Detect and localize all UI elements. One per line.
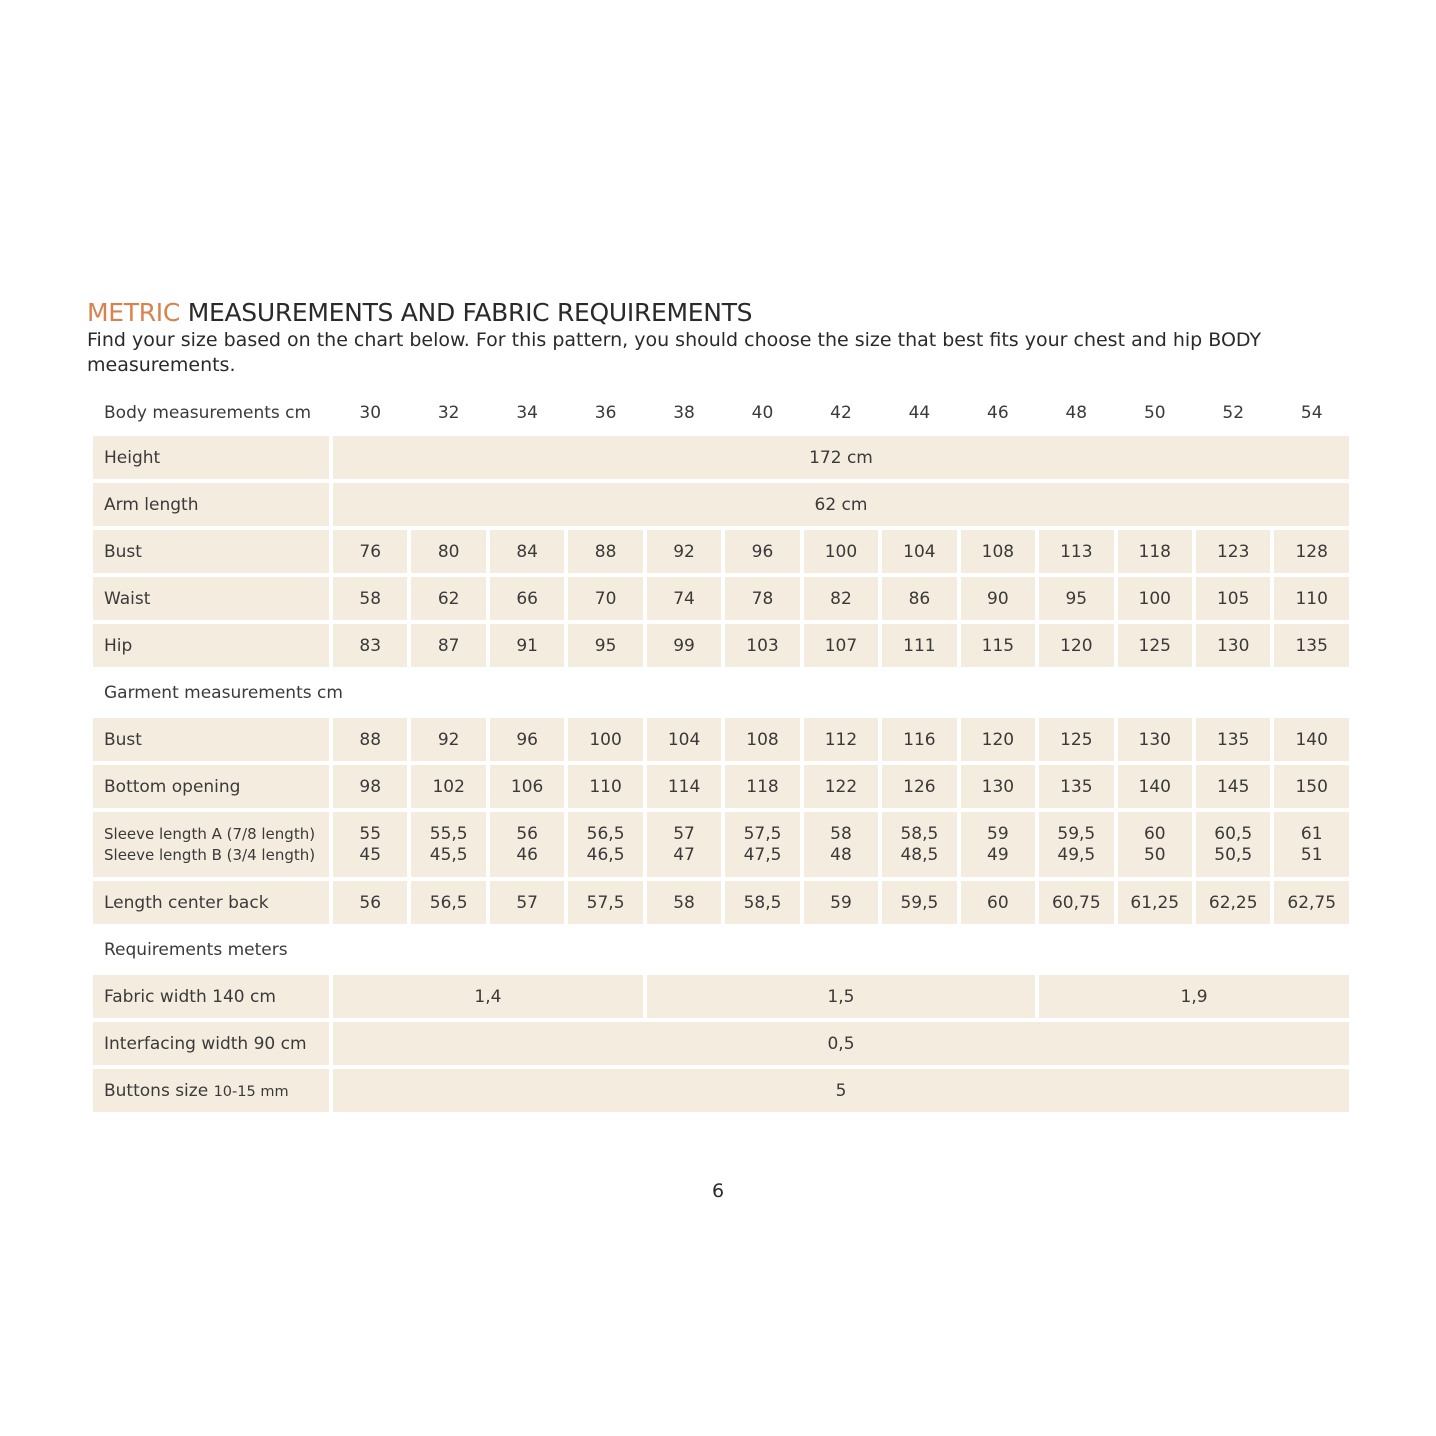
- requirements-header-row: [93, 928, 1349, 971]
- table-cell: 130: [1196, 624, 1270, 667]
- table-cell: 111: [882, 624, 956, 667]
- sleeve-value-b: 48: [830, 844, 852, 865]
- sleeve-label-b: Sleeve length B (3/4 length): [104, 845, 316, 864]
- page-title: [87, 298, 752, 327]
- table-cell: 60: [961, 881, 1035, 924]
- height-row: [93, 436, 1349, 479]
- body-row: [93, 577, 1349, 620]
- table-cell: [882, 812, 956, 877]
- sleeve-value-a: 56,5: [586, 823, 625, 844]
- table-cell: [411, 812, 485, 877]
- table-cell: 92: [647, 530, 721, 573]
- table-cell: 150: [1274, 765, 1349, 808]
- table-cell: [1274, 812, 1349, 877]
- table-cell: 103: [725, 624, 799, 667]
- table-cell: 115: [961, 624, 1035, 667]
- garment-row: [93, 765, 1349, 808]
- body-measurements-header: Body measurements cm: [104, 403, 312, 423]
- row-label: Bust: [93, 530, 329, 573]
- row-value: 0,5: [333, 1022, 1349, 1065]
- interfacing-row: [93, 1022, 1349, 1065]
- size-header: 32: [437, 403, 460, 423]
- table-cell: 120: [961, 718, 1035, 761]
- table-cell: 56: [333, 881, 407, 924]
- size-table-body: [93, 394, 1349, 1112]
- row-label: Interfacing width 90 cm: [93, 1022, 329, 1065]
- table-cell: 61,25: [1118, 881, 1192, 924]
- buttons-unit: 10-15 mm: [213, 1083, 289, 1100]
- table-cell: 126: [882, 765, 956, 808]
- sleeve-value-a: 58,5: [900, 823, 939, 844]
- table-cell: 108: [725, 718, 799, 761]
- table-cell: 100: [1118, 577, 1192, 620]
- table-cell: 140: [1274, 718, 1349, 761]
- table-cell: 57,5: [568, 881, 642, 924]
- table-cell: 88: [333, 718, 407, 761]
- table-cell: 78: [725, 577, 799, 620]
- size-header: 42: [830, 403, 852, 423]
- row-label: Height: [93, 436, 329, 479]
- table-cell: 100: [568, 718, 642, 761]
- row-label: Length center back: [93, 881, 329, 924]
- table-cell: 122: [804, 765, 878, 808]
- row-value: 62 cm: [333, 483, 1349, 526]
- sleeve-label-a: Sleeve length A (7/8 length): [104, 824, 316, 843]
- sleeve-value-a: 59: [987, 823, 1009, 844]
- sleeve-value-b: 45,5: [429, 844, 468, 865]
- size-header: 38: [673, 403, 695, 423]
- table-cell: 62,75: [1274, 881, 1349, 924]
- sleeve-value-b: 47,5: [743, 844, 782, 865]
- table-cell: 90: [961, 577, 1035, 620]
- body-row: [93, 530, 1349, 573]
- table-cell: 60,75: [1039, 881, 1113, 924]
- table-cell: 82: [804, 577, 878, 620]
- table-cell: 74: [647, 577, 721, 620]
- table-cell: 104: [647, 718, 721, 761]
- table-cell: 106: [490, 765, 564, 808]
- table-cell: 110: [568, 765, 642, 808]
- table-cell: 118: [725, 765, 799, 808]
- table-cell: 102: [411, 765, 485, 808]
- table-cell: [1196, 812, 1270, 877]
- size-header: 54: [1300, 403, 1323, 423]
- table-cell: 86: [882, 577, 956, 620]
- size-table: [89, 390, 1353, 1116]
- row-label: [93, 812, 329, 877]
- sleeve-value-a: 58: [830, 823, 852, 844]
- title-accent: METRIC: [87, 298, 181, 327]
- table-cell: 118: [1118, 530, 1192, 573]
- table-cell: 135: [1274, 624, 1349, 667]
- sleeve-value-a: 56: [516, 823, 538, 844]
- size-header: 48: [1065, 403, 1088, 423]
- size-header: 50: [1143, 403, 1166, 423]
- table-cell: 84: [490, 530, 564, 573]
- size-chart: [89, 390, 1353, 1116]
- table-cell: 66: [490, 577, 564, 620]
- garment-header-row: [93, 671, 1349, 714]
- table-cell: 130: [961, 765, 1035, 808]
- fabric-amount: 1,5: [647, 975, 1035, 1018]
- table-cell: [725, 812, 799, 877]
- row-value: 5: [333, 1069, 1349, 1112]
- fabric-amount: 1,4: [333, 975, 643, 1018]
- size-header: 46: [987, 403, 1009, 423]
- table-cell: 58,5: [725, 881, 799, 924]
- row-label: Fabric width 140 cm: [93, 975, 329, 1018]
- size-header: 40: [751, 403, 774, 423]
- table-cell: 140: [1118, 765, 1192, 808]
- page-number: 6: [711, 1180, 725, 1202]
- size-header: 30: [359, 403, 382, 423]
- table-cell: [333, 812, 407, 877]
- sleeve-value-a: 60,5: [1214, 823, 1253, 844]
- table-cell: 110: [1274, 577, 1349, 620]
- sleeve-value-a: 57,5: [743, 823, 782, 844]
- sleeve-value-b: 46: [516, 844, 538, 865]
- buttons-label: Buttons size: [104, 1080, 209, 1101]
- sleeve-value-a: 61: [1300, 823, 1323, 844]
- intro-text: Find your size based on the chart below. For this pattern, you should choose the size that best fits your chest and hip BODY measurements.: [87, 329, 1262, 376]
- sleeve-value-b: 50,5: [1214, 844, 1253, 865]
- table-cell: 96: [725, 530, 799, 573]
- sleeve-value-b: 48,5: [900, 844, 939, 865]
- table-cell: [961, 812, 1035, 877]
- body-header-row: [93, 394, 1349, 432]
- table-cell: 107: [804, 624, 878, 667]
- table-cell: 104: [882, 530, 956, 573]
- row-label: Bottom opening: [93, 765, 329, 808]
- requirements-header: Requirements meters: [104, 939, 288, 960]
- table-cell: 56,5: [411, 881, 485, 924]
- sleeve-value-b: 51: [1300, 844, 1323, 865]
- table-cell: 76: [333, 530, 407, 573]
- table-cell: 62: [411, 577, 485, 620]
- table-cell: 130: [1118, 718, 1192, 761]
- sleeve-value-b: 46,5: [586, 844, 625, 865]
- table-cell: 58: [647, 881, 721, 924]
- sleeve-value-b: 49,5: [1057, 844, 1096, 865]
- table-cell: 62,25: [1196, 881, 1270, 924]
- buttons-row: [93, 1069, 1349, 1112]
- table-cell: 125: [1118, 624, 1192, 667]
- table-cell: 80: [411, 530, 485, 573]
- sleeve-value-b: 50: [1143, 844, 1166, 865]
- row-label: Arm length: [93, 483, 329, 526]
- table-cell: 88: [568, 530, 642, 573]
- table-cell: 108: [961, 530, 1035, 573]
- row-label: Hip: [93, 624, 329, 667]
- row-value: 172 cm: [333, 436, 1349, 479]
- size-header: 34: [516, 403, 538, 423]
- table-cell: [568, 812, 642, 877]
- table-cell: 91: [490, 624, 564, 667]
- table-cell: 58: [333, 577, 407, 620]
- table-cell: [490, 812, 564, 877]
- table-cell: 96: [490, 718, 564, 761]
- table-cell: 120: [1039, 624, 1113, 667]
- sleeve-value-b: 47: [673, 844, 695, 865]
- row-label: [93, 1069, 329, 1112]
- row-label: Bust: [93, 718, 329, 761]
- sleeve-length-row: [93, 812, 1349, 877]
- table-cell: 70: [568, 577, 642, 620]
- table-cell: 135: [1039, 765, 1113, 808]
- table-cell: 95: [1039, 577, 1113, 620]
- body-row: [93, 624, 1349, 667]
- table-cell: [804, 812, 878, 877]
- table-cell: 145: [1196, 765, 1270, 808]
- table-cell: 92: [411, 718, 485, 761]
- table-cell: [1118, 812, 1192, 877]
- table-cell: 95: [568, 624, 642, 667]
- table-cell: 87: [411, 624, 485, 667]
- table-cell: 59,5: [882, 881, 956, 924]
- table-cell: 105: [1196, 577, 1270, 620]
- length-center-back-row: [93, 881, 1349, 924]
- sleeve-value-a: 55,5: [429, 823, 468, 844]
- garment-row: [93, 718, 1349, 761]
- sleeve-value-a: 57: [673, 823, 695, 844]
- table-cell: [1039, 812, 1113, 877]
- table-cell: 135: [1196, 718, 1270, 761]
- table-cell: 100: [804, 530, 878, 573]
- table-cell: 113: [1039, 530, 1113, 573]
- arm-length-row: [93, 483, 1349, 526]
- size-header: 36: [594, 403, 617, 423]
- table-cell: 123: [1196, 530, 1270, 573]
- fabric-width-row: [93, 975, 1349, 1018]
- sleeve-value-a: 55: [359, 823, 382, 844]
- table-cell: 99: [647, 624, 721, 667]
- table-cell: 98: [333, 765, 407, 808]
- table-cell: 114: [647, 765, 721, 808]
- table-cell: 116: [882, 718, 956, 761]
- table-cell: 83: [333, 624, 407, 667]
- table-cell: 112: [804, 718, 878, 761]
- title-rest: MEASUREMENTS AND FABRIC REQUIREMENTS: [187, 298, 753, 327]
- table-cell: 57: [490, 881, 564, 924]
- sleeve-value-a: 60: [1143, 823, 1166, 844]
- table-cell: [647, 812, 721, 877]
- row-label: Waist: [93, 577, 329, 620]
- fabric-amount: 1,9: [1039, 975, 1349, 1018]
- size-header: 44: [908, 403, 931, 423]
- sleeve-value-a: 59,5: [1057, 823, 1096, 844]
- table-cell: 59: [804, 881, 878, 924]
- table-cell: 128: [1274, 530, 1349, 573]
- size-header: 52: [1222, 403, 1245, 423]
- sleeve-value-b: 45: [359, 844, 382, 865]
- table-cell: 125: [1039, 718, 1113, 761]
- sleeve-value-b: 49: [987, 844, 1009, 865]
- garment-measurements-header: Garment measurements cm: [104, 682, 343, 703]
